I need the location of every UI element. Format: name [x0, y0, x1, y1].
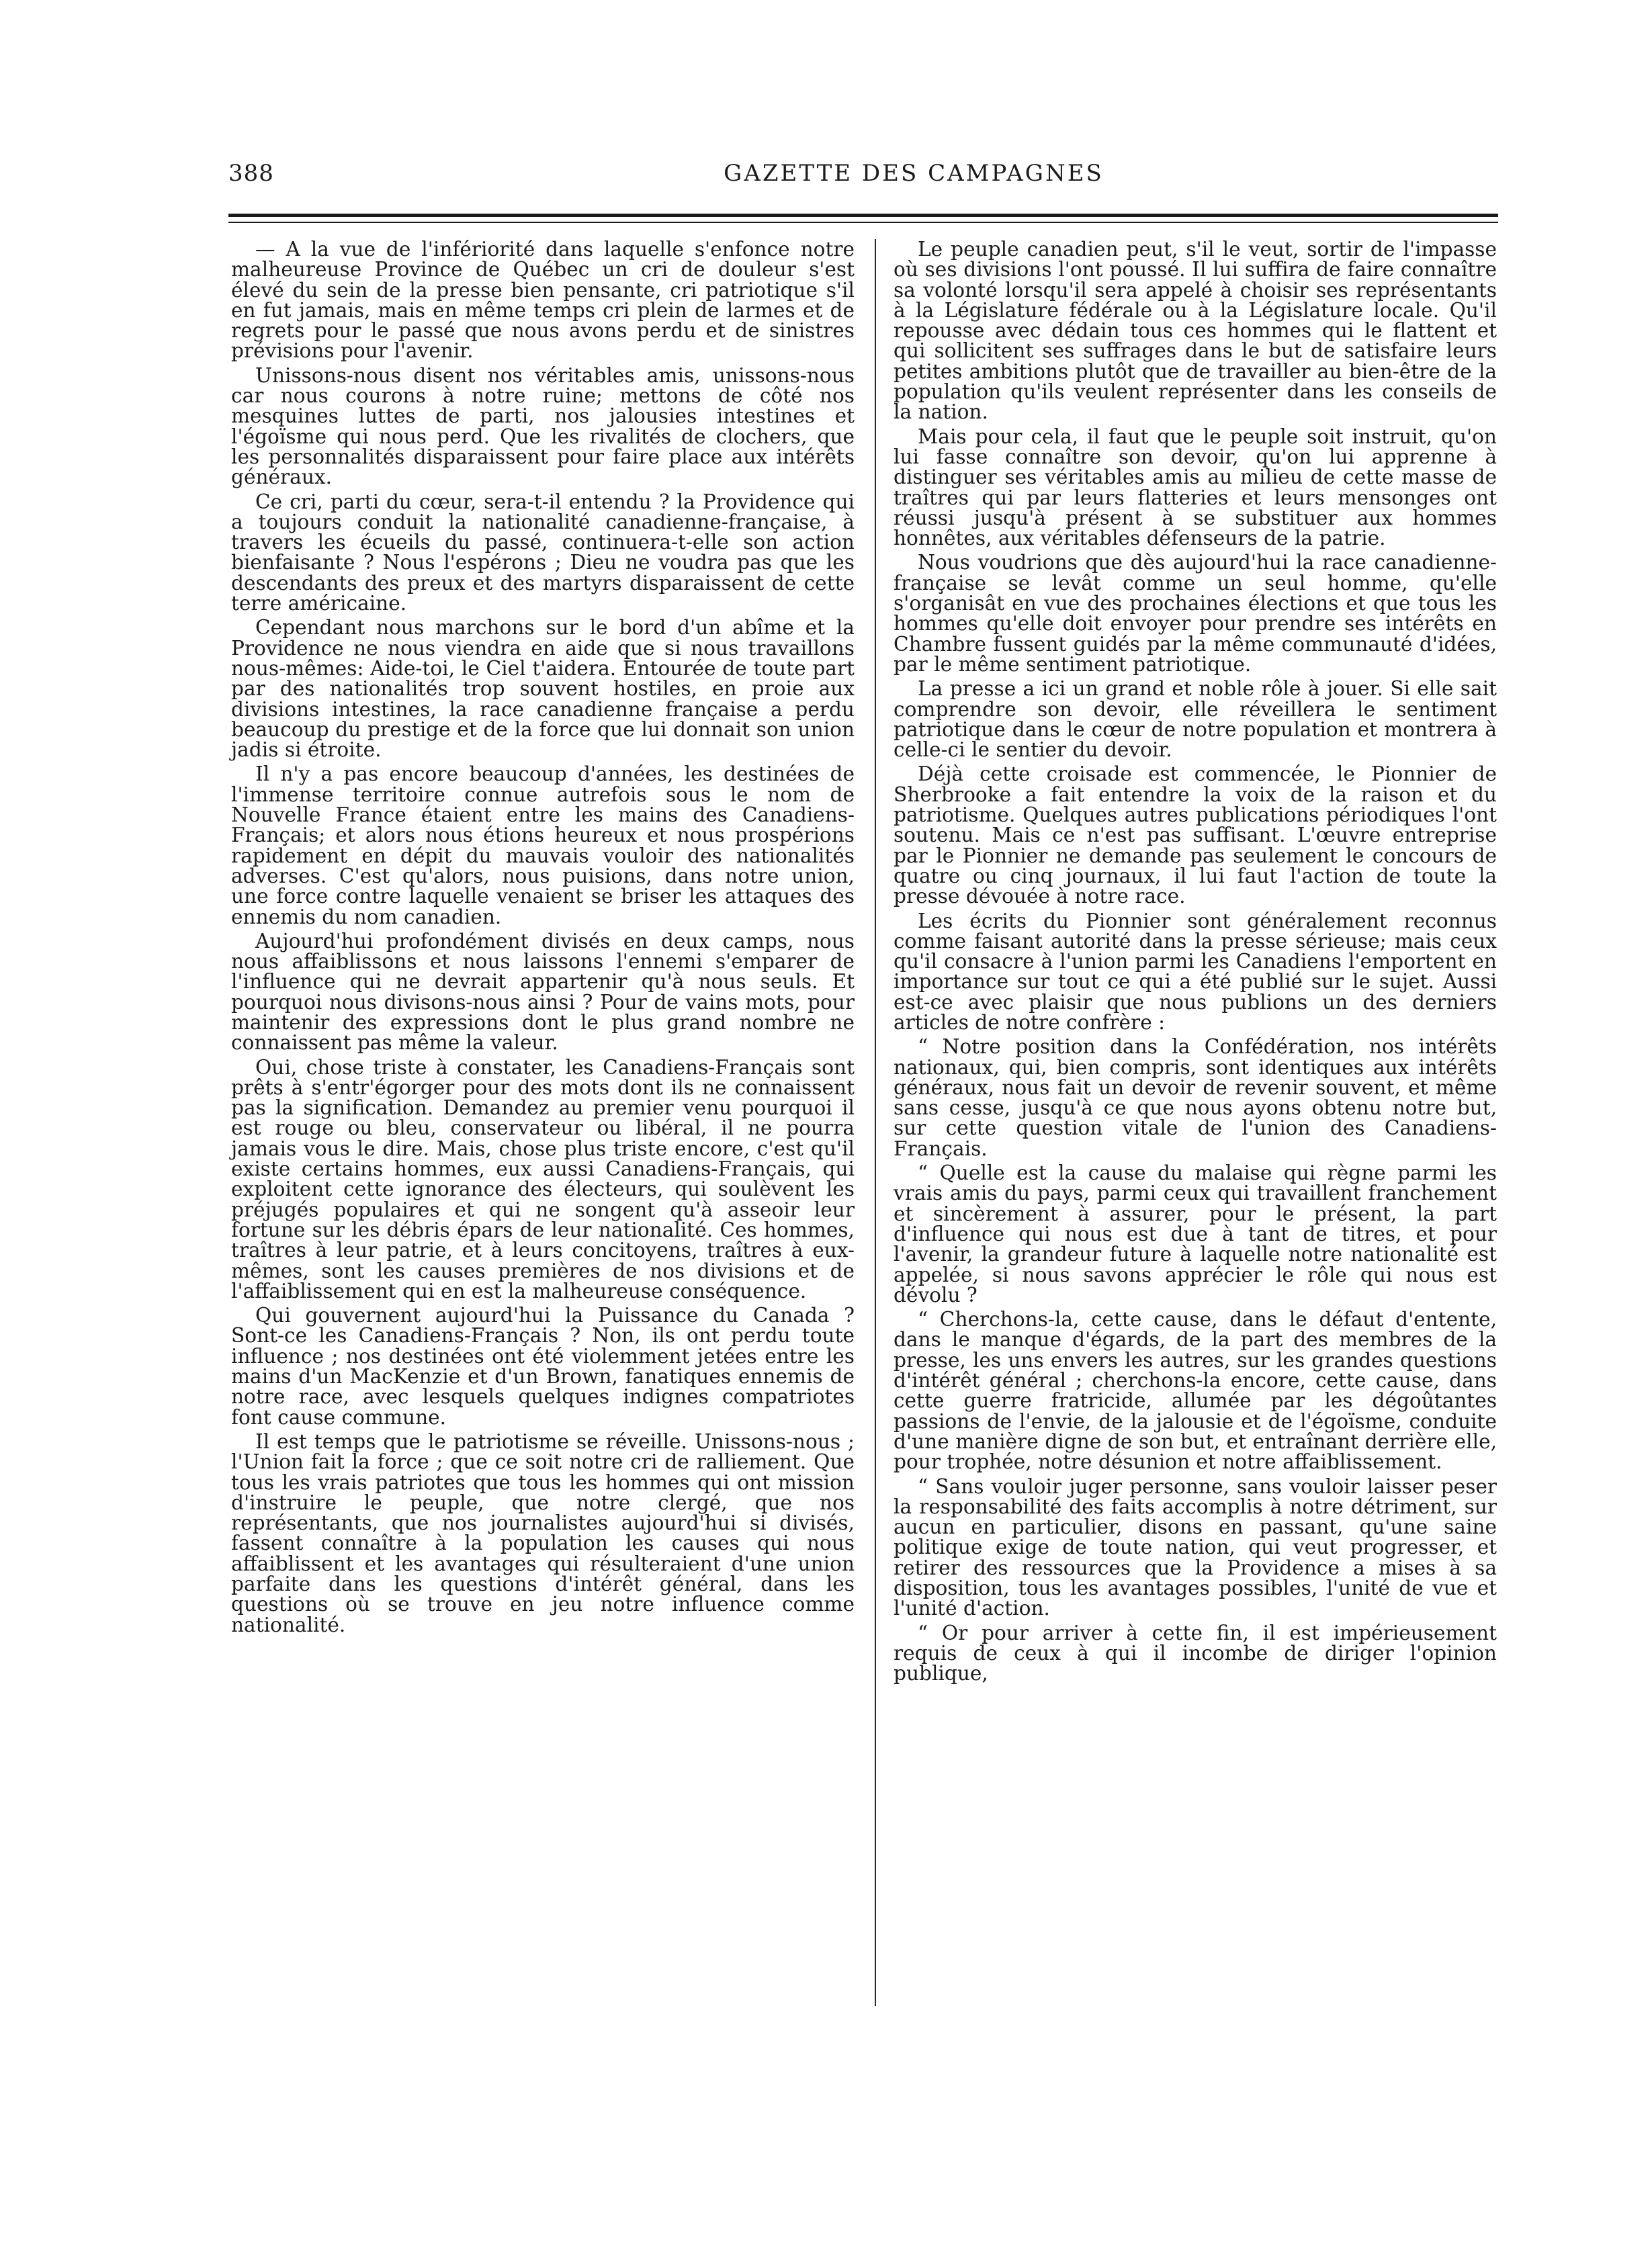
paragraph: Oui, chose triste à constater, les Canadiens-Français sont prêts à s'entr'égorger pour des mots dont ils ne connaissent pas la signification. Demandez au premier venu pourquoi il est rouge ou bleu, conservateur ou libéral, il ne pourra jamais vous le dire. Mais, chose plus triste encore, c'est qu'il existe certains hommes, eux aussi Canadiens-Français, qui exploitent cette ignorance des électeurs, qui soulèvent les préjugés populaires et qui ne songent qu'à asseoir leur fortune sur les débris épars de leur nationalité. Ces hommes, traîtres à leur patrie, et à leurs concitoyens, traîtres à eux-mêmes, sont les causes premières de nos divisions et de l'affaiblissement qui en est la malheureuse conséquence.: [231, 1055, 855, 1303]
paragraph: Il est temps que le patriotisme se réveille. Unissons-nous ; l'Union fait la force ; que ce soit notre cri de ralliement. Que tous les vrais patriotes que tous les hommes qui ont mission d'instruire le peuple, que notre clergé, que nos représentants, que nos journalistes aujourd'hui si divisés, fassent connaître à la population les causes qui nous affaiblissent et les avantages qui résulteraient d'une union parfaite dans les questions d'intérêt général, dans les questions où se trouve en jeu notre influence comme nationalité.: [231, 1429, 855, 1636]
paragraph: — A la vue de l'infériorité dans laquelle s'enfonce notre malheureuse Province de Québec un cri de douleur s'est élevé du sein de la presse bien pensante, cri patriotique s'il en fut jamais, mais en même temps cri plein de larmes et de regrets pour le passé que nous avons perdu et de sinistres prévisions pour l'avenir.: [231, 238, 855, 363]
paragraph: Aujourd'hui profondément divisés en deux camps, nous nous affaiblissons et nous laissons l'ennemi s'emparer de l'influence qui ne devrait appartenir qu'à nous seuls. Et pourquoi nous divisons-nous ainsi ? Pour de vains mots, pour maintenir des expressions dont le plus grand nombre ne connaissent pas même la valeur.: [231, 929, 855, 1055]
paragraph: Déjà cette croisade est commencée, le Pionnier de Sherbrooke a fait entendre la voix de la raison et du patriotisme. Quelques autres publications périodiques l'ont soutenu. Mais ce n'est pas suffisant. L'œuvre entreprise par le Pionnier ne demande pas seulement le concours de quatre ou cinq journaux, il lui faut l'action de toute la presse dévouée à notre race.: [894, 762, 1497, 908]
left-column: [231, 239, 855, 1639]
page-header: [228, 160, 1491, 193]
right-column: [894, 239, 1497, 1687]
column-divider: [875, 239, 876, 2006]
paragraph: “ Quelle est la cause du malaise qui règne parmi les vrais amis du pays, parmi ceux qui travaillent franchement et sincèrement à assurer, pour le présent, la part d'influence qui nous est due à tant de titres, et pour l'avenir, la grandeur future à laquelle notre nationalité est appelée, si nous savons apprécier le rôle qui nous est dévolu ?: [894, 1161, 1497, 1307]
paragraph: “ Cherchons-la, cette cause, dans le défaut d'entente, dans le manque d'égards, de la part des membres de la presse, les uns envers les autres, sur les grandes questions d'intérêt général ; cherchons-la encore, cette cause, dans cette guerre fratricide, allumée par les dégoûtantes passions de l'envie, de la jalousie et de l'égoïsme, conduite d'une manière digne de son but, et entraînant derrière elle, pour trophée, notre désunion et notre affaiblissement.: [894, 1308, 1497, 1474]
header-rule-thick: [228, 214, 1498, 217]
page-number: 388: [228, 160, 274, 187]
paragraph: “ Sans vouloir juger personne, sans vouloir laisser peser la responsabilité des faits accomplis à notre détriment, sur aucun en particulier, disons en passant, qu'une saine politique exige de toute nation, qui veut progresser, et retirer des ressources que la Providence a mises à sa disposition, tous les avantages possibles, l'unité de vue et l'unité d'action.: [894, 1474, 1497, 1620]
paragraph: Nous voudrions que dès aujourd'hui la race canadienne-française se levât comme un seul homme, qu'elle s'organisât en vue des prochaines élections et que tous les hommes qu'elle doit envoyer pour prendre ses intérêts en Chambre fussent guidés par la même communauté d'idées, par le même sentiment patriotique.: [894, 551, 1497, 676]
paragraph: Ce cri, parti du cœur, sera-t-il entendu ? la Providence qui a toujours conduit la nationalité canadienne-française, à travers les écueils du passé, continuera-t-elle son action bienfaisante ? Nous l'espérons ; Dieu ne voudra pas que les descendants des preux et des martyrs disparaissent de cette terre américaine.: [231, 490, 855, 615]
header-rule-thin: [228, 222, 1498, 223]
paragraph: Les écrits du Pionnier sont généralement reconnus comme faisant autorité dans la presse sérieuse; mais ceux qu'il consacre à l'union parmi les Canadiens l'emportent en importance sur tout ce qui a été publié sur le sujet. Aussi est-ce avec plaisir que nous publions un des derniers articles de notre confrère :: [894, 909, 1497, 1034]
paragraph: “ Or pour arriver à cette fin, il est impérieusement requis de ceux à qui il incombe de diriger l'opinion publique,: [894, 1621, 1497, 1685]
paragraph: Cependant nous marchons sur le bord d'un abîme et la Providence ne nous viendra en aide que si nous travaillons nous-mêmes: Aide-toi, le Ciel t'aidera. Entourée de toute part par des nationalités trop souvent hostiles, en proie aux divisions intestines, la race canadienne française a perdu beaucoup du prestige et de la force que lui donnait son union jadis si étroite.: [231, 616, 855, 762]
paragraph: Mais pour cela, il faut que le peuple soit instruit, qu'on lui fasse connaître son devoir, qu'on lui apprenne à distinguer ses véritables amis au milieu de cette masse de traîtres qui par leurs flatteries et leurs mensonges ont réussi jusqu'à présent à se substituer aux hommes honnêtes, aux véritables défenseurs de la patrie.: [894, 425, 1497, 550]
paragraph: La presse a ici un grand et noble rôle à jouer. Si elle sait comprendre son devoir, elle réveillera le sentiment patriotique dans le cœur de notre population et montrera à celle-ci le sentier du devoir.: [894, 677, 1497, 762]
paragraph: Le peuple canadien peut, s'il le veut, sortir de l'impasse où ses divisions l'ont poussé. Il lui suffira de faire connaître sa volonté lorsqu'il sera appelé à choisir ses représentants à la Législature fédérale ou à la Législature locale. Qu'il repousse avec dédain tous ces hommes qui le flattent et qui sollicitent ses suffrages dans le but de satisfaire leurs petites ambitions plutôt que de travailler au bien-être de la population qu'ils veulent représenter dans les conseils de la nation.: [894, 238, 1497, 424]
paragraph: Unissons-nous disent nos véritables amis, unissons-nous car nous courons à notre ruine; mettons de côté nos mesquines luttes de parti, nos jalousies intestines et l'égoïsme qui nous perd. Que les rivalités de clochers, que les personnalités disparaissent pour faire place aux intérêts généraux.: [231, 363, 855, 489]
paragraph: Qui gouvernent aujourd'hui la Puissance du Canada ? Sont-ce les Canadiens-Français ? Non, ils ont perdu toute influence ; nos destinées ont été violemment jetées entre les mains d'un MacKenzie et d'un Brown, fanatiques ennemis de notre race, avec lesquels quelques indignes compatriotes font cause commune.: [231, 1304, 855, 1429]
paragraph: Il n'y a pas encore beaucoup d'années, les destinées de l'immense territoire connue autrefois sous le nom de Nouvelle France étaient entre les mains des Canadiens-Français; et alors nous étions heureux et nous prospérions rapidement en dépit du mauvais vouloir des nationalités adverses. C'est qu'alors, nous puisions, dans notre union, une force contre laquelle venaient se briser les attaques des ennemis du nom canadien.: [231, 762, 855, 928]
journal-title: GAZETTE DES CAMPAGNES: [724, 160, 1104, 187]
paragraph: “ Notre position dans la Confédération, nos intérêts nationaux, qui, bien compris, sont identiques aux intérêts généraux, nous fait un devoir de revenir souvent, et même sans cesse, jusqu'à ce que nous ayons obtenu notre but, sur cette question vitale de l'union des Canadiens-Français.: [894, 1035, 1497, 1160]
